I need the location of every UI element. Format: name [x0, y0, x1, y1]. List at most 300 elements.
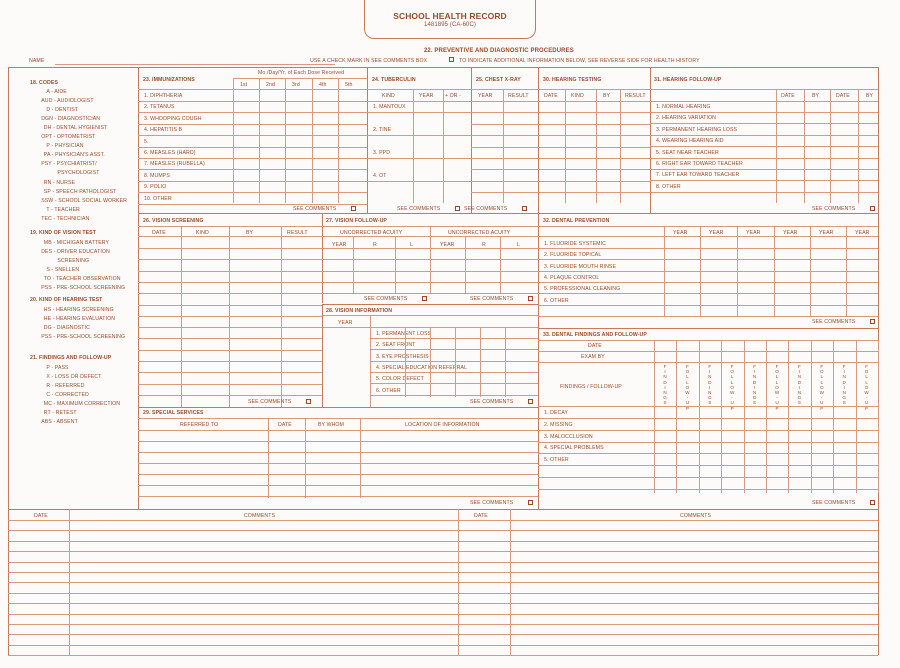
row-line	[138, 259, 322, 260]
row-line	[538, 112, 650, 113]
row-line	[650, 192, 878, 193]
row-line	[138, 361, 322, 362]
row-line	[538, 181, 650, 182]
row-line	[538, 169, 650, 170]
col-line	[788, 340, 789, 493]
vision-info-4: 5. COLOR DEFECT	[376, 376, 424, 383]
imm-header-bottom	[138, 89, 367, 90]
dose-header: Mo./Day/Yr. of Each Dose Received	[258, 70, 345, 76]
code-3: DGN - DIAGNOSTICIAN	[41, 116, 101, 123]
row-line	[138, 430, 538, 431]
vf-uncorrected-1: UNCORRECTED ACUITY	[340, 230, 403, 236]
row-line	[538, 362, 878, 363]
row-line	[471, 192, 538, 193]
codes-title: 18. CODES	[30, 80, 59, 86]
row-line	[138, 181, 367, 182]
tb-col-2: + OR -	[445, 93, 462, 99]
header-tab	[364, 0, 536, 39]
row-line	[370, 361, 538, 362]
comments-date-1: DATE	[34, 513, 48, 519]
vf-see-comments-2-label: SEE COMMENTS	[470, 296, 514, 302]
section-22-title: 22. PREVENTIVE AND DIAGNOSTIC PROCEDURES	[424, 48, 574, 54]
df-col-7: F O L L O W - U P	[819, 364, 824, 411]
tb-col-0: KIND	[382, 93, 395, 99]
row-line	[538, 293, 878, 294]
row-line	[370, 349, 538, 350]
code-0: A - AIDE	[46, 89, 67, 95]
hearing-followup-1: 2. HEARING VARIATION	[656, 115, 717, 122]
vi-see-comments-label: SEE COMMENTS	[470, 399, 514, 405]
finding-4: MC - MAXIMUM CORRECTION	[43, 401, 121, 408]
code-6: P - PHYSICIAN	[46, 143, 84, 150]
dental-finding-0: 1. DECAY	[544, 410, 569, 416]
vf-see-comments-2-checkbox[interactable]	[528, 296, 533, 301]
finding-3: C - CORRECTED	[46, 392, 89, 399]
col-line	[856, 340, 857, 493]
ht-col-0: DATE	[544, 93, 558, 99]
row-line	[8, 614, 878, 615]
imm-see-comments-checkbox[interactable]	[351, 206, 356, 211]
chest-col-0: YEAR	[478, 93, 493, 99]
ss-col-1: DATE	[278, 422, 292, 428]
row-line	[538, 430, 878, 431]
row-line	[8, 572, 878, 573]
col-line	[229, 226, 230, 407]
col-line	[443, 89, 444, 203]
immunization-0: 1. DIPHTHERIA	[144, 93, 183, 99]
row-line	[138, 496, 538, 497]
df-col-3: F O L L O W - U P	[730, 364, 735, 411]
row-line	[367, 158, 471, 159]
hearing-followup-7: 8. OTHER	[656, 183, 681, 190]
dose-col-1: 2nd	[266, 82, 275, 88]
row-line	[538, 147, 650, 148]
row-line	[538, 158, 650, 159]
row-line	[650, 112, 878, 113]
hearing-kind-title: 20. KIND OF HEARING TEST	[30, 297, 103, 303]
dp-year-4: YEAR	[819, 230, 834, 236]
div-26-28	[322, 304, 323, 407]
row-line	[650, 89, 878, 90]
col-line	[455, 327, 456, 397]
row-line	[138, 204, 367, 205]
findings-title: 21. FINDINGS AND FOLLOW-UP	[30, 355, 112, 361]
name-line	[55, 64, 335, 65]
row-line	[538, 89, 650, 90]
code-7: PA - PHYSICIAN'S ASST.	[43, 152, 105, 159]
df-date: DATE	[588, 343, 602, 349]
row-line	[322, 282, 538, 283]
tb-col-1: YEAR	[419, 93, 434, 99]
hearing-kind-1: HE - HEARING EVALUATION	[43, 316, 116, 323]
row-line	[538, 248, 878, 249]
immunizations-title: 23. IMMUNIZATIONS	[143, 77, 195, 83]
vision-kind-0: MB - MICHIGAN BATTERY	[43, 240, 110, 246]
df-col-4: F I N D I N G S	[752, 364, 757, 406]
row-line	[471, 135, 538, 136]
row-line	[322, 236, 538, 237]
hearing-followup-5: 6. RIGHT EAR TOWARD TEACHER	[656, 161, 743, 167]
row-line	[8, 551, 878, 552]
row3-top	[138, 407, 538, 408]
vision-kind-1: DES - DRIVER EDUCATION	[41, 249, 110, 256]
comments-label-1: COMMENTS	[244, 513, 276, 519]
row-line	[138, 452, 538, 453]
dental-finding-4: 5. OTHER	[544, 457, 569, 464]
row-line	[8, 655, 878, 656]
vf-uncorrected-2: UNCORRECTED ACUITY	[448, 230, 511, 236]
df-exam-by: EXAM BY	[581, 354, 605, 360]
dp-year-3: YEAR	[783, 230, 798, 236]
vision-info-5: 6. OTHER	[376, 387, 401, 394]
col-line	[654, 340, 655, 493]
row-line	[538, 101, 650, 102]
row-line	[538, 236, 878, 237]
code-8: PSY - PSYCHIATRIST/	[41, 161, 97, 168]
left-rule	[8, 67, 9, 655]
row-line	[471, 147, 538, 148]
row-line	[138, 474, 538, 475]
col-line	[500, 236, 501, 293]
row2-mid-bottom	[322, 304, 538, 305]
row-line	[367, 181, 471, 182]
instruction-checkbox	[449, 57, 454, 62]
hearing-kind-3: PSS - PRE-SCHOOL SCREENING	[41, 334, 126, 341]
col-line	[878, 340, 879, 493]
row-line	[138, 135, 367, 136]
df-col-9: F O L L O W - U P	[864, 364, 869, 411]
row-line	[138, 441, 538, 442]
row-line	[8, 541, 878, 542]
hf-col-2: DATE	[836, 93, 850, 99]
vision-followup-title: 27. VISION FOLLOW-UP	[326, 218, 387, 224]
row-line	[471, 158, 538, 159]
chest-title: 25. CHEST X-RAY	[476, 77, 521, 83]
row-line	[538, 465, 878, 466]
row-line	[8, 520, 878, 521]
row-line	[471, 124, 538, 125]
vision-screening-title: 26. VISION SCREENING	[143, 218, 204, 224]
row-line	[138, 327, 322, 328]
imm-see-comments-label: SEE COMMENTS	[293, 206, 337, 212]
code-11: SP - SPEECH PATHOLOGIST	[43, 188, 117, 195]
row-line	[322, 259, 538, 260]
row-line	[138, 372, 322, 373]
immunization-7: 8. MUMPS	[144, 172, 170, 179]
vf-col-3: YEAR	[440, 242, 455, 248]
hearing-followup-4: 5. SEAT NEAR TEACHER	[656, 149, 719, 156]
row-line	[538, 192, 650, 193]
vision-kind-4: TO - TEACHER OBSERVATION	[43, 276, 121, 283]
chest-see-comments-checkbox[interactable]	[522, 206, 527, 211]
dental-finding-3: 4. SPECIAL PROBLEMS	[544, 445, 604, 452]
dose-col-line	[338, 78, 339, 203]
row-line	[538, 477, 878, 478]
col-line	[833, 340, 834, 493]
row-line	[538, 226, 878, 227]
vf-see-comments-1-checkbox[interactable]	[422, 296, 427, 301]
immunization-2: 3. WHOOPING COUGH	[144, 115, 202, 122]
vf-col-5: L	[517, 242, 520, 248]
row-line	[138, 463, 538, 464]
hearing-followup-6: 7. LEFT EAR TOWARD TEACHER	[656, 172, 740, 179]
row-line	[471, 101, 538, 102]
ss-see-comments-checkbox[interactable]	[528, 500, 533, 505]
row-line	[8, 634, 878, 635]
df-col-1: F O L L O W - U P	[685, 364, 690, 411]
tuberculin-1: 2. TINE	[373, 127, 392, 133]
row-line	[650, 146, 878, 147]
row-line	[538, 351, 878, 352]
row-line	[8, 530, 878, 531]
ht-col-3: RESULT	[625, 93, 646, 99]
row-line	[538, 271, 878, 272]
col-line	[281, 226, 282, 407]
col-line	[811, 340, 812, 493]
df-col-5: F O L L O W - U P	[774, 364, 780, 411]
ss-see-comments-label: SEE COMMENTS	[470, 500, 514, 506]
col-line	[353, 236, 354, 293]
row-line	[8, 593, 878, 594]
dp-year-0: YEAR	[673, 230, 688, 236]
dental-prevention-bottom	[538, 328, 878, 329]
row-line	[138, 101, 367, 102]
row-line	[367, 101, 471, 102]
dose-col-4: 5th	[345, 82, 353, 88]
col-line	[766, 340, 767, 493]
vf-see-comments-1-label: SEE COMMENTS	[364, 296, 408, 302]
row-line	[138, 305, 322, 306]
immunization-9: 10. OTHER	[144, 195, 172, 202]
row-line	[138, 384, 322, 385]
col-line	[505, 327, 506, 397]
row-line	[138, 338, 322, 339]
df-see-comments-label: SEE COMMENTS	[812, 500, 856, 506]
df-findings-label: FINDINGS / FOLLOW-UP	[560, 384, 622, 390]
row-line	[367, 112, 471, 113]
row-line	[370, 383, 538, 384]
row-line	[538, 442, 878, 443]
vs-col-0: DATE	[152, 230, 166, 236]
row-line	[138, 418, 538, 419]
code-5: OPT - OPTOMETRIST	[41, 134, 96, 141]
col-line	[465, 236, 466, 293]
vs-col-2: BY	[246, 230, 254, 236]
col-line	[395, 236, 396, 293]
vs-see-comments-label: SEE COMMENTS	[248, 399, 292, 405]
dental-findings-title: 33. DENTAL FINDINGS AND FOLLOW-UP	[543, 332, 647, 338]
vision-info-2: 3. EYE PROSTHESIS	[376, 353, 429, 360]
row-line	[538, 340, 878, 341]
row-line	[8, 562, 878, 563]
codes-divider	[138, 67, 139, 509]
row-line	[471, 181, 538, 182]
chest-col-1: RESULT	[508, 93, 529, 99]
tb-see-comments-label: SEE COMMENTS	[397, 206, 441, 212]
vi-year: YEAR	[338, 320, 353, 326]
row-line	[322, 293, 538, 294]
hf-see-comments-checkbox[interactable]	[870, 206, 875, 211]
row-line	[538, 282, 878, 283]
col-line	[480, 327, 481, 397]
vf-col-1: R	[373, 242, 377, 248]
tuberculin-3: 4. OT	[373, 173, 387, 179]
dose-col-3: 4th	[319, 82, 327, 88]
chest-see-comments-label: SEE COMMENTS	[464, 206, 508, 212]
col-line	[181, 226, 182, 407]
tb-see-comments-checkbox[interactable]	[455, 206, 460, 211]
df-col-8: F I N D I N G S	[842, 364, 846, 406]
dose-col-0: 1st	[240, 82, 248, 88]
row-line	[8, 582, 878, 583]
finding-0: P - PASS	[46, 365, 69, 371]
vf-col-0: YEAR	[332, 242, 347, 248]
row-line	[650, 135, 878, 136]
vi-see-comments-checkbox[interactable]	[528, 399, 533, 404]
vision-kind-title: 19. KIND OF VISION TEST	[30, 230, 97, 236]
row-line	[138, 124, 367, 125]
row-line	[471, 112, 538, 113]
hf-see-comments-label: SEE COMMENTS	[812, 206, 856, 212]
row-line	[370, 338, 538, 339]
df-see-comments-checkbox[interactable]	[870, 500, 875, 505]
row-line	[138, 158, 367, 159]
code-13: T - TEACHER	[46, 206, 80, 213]
tuberculin-title: 24. TUBERCULIN	[372, 77, 416, 83]
row-line	[8, 645, 878, 646]
row-line	[538, 124, 650, 125]
immunization-8: 9. POLIO	[144, 184, 167, 191]
dp-see-comments-checkbox[interactable]	[870, 319, 875, 324]
row-line	[370, 395, 538, 396]
dose-col-line	[259, 78, 260, 203]
dp-year-2: YEAR	[746, 230, 761, 236]
finding-6: ABS - ABSENT	[41, 419, 78, 426]
code-12: SSW - SCHOOL SOCIAL WORKER	[41, 197, 127, 204]
ss-col-3: LOCATION OF INFORMATION	[405, 422, 480, 428]
col-line	[430, 327, 431, 397]
vf-col-4: R	[482, 242, 486, 248]
finding-2: R - REFERRED	[46, 383, 85, 390]
col-line	[676, 340, 677, 493]
row-line	[138, 293, 322, 294]
form-title: SCHOOL HEALTH RECORD	[393, 11, 507, 21]
comments-label-2: COMMENTS	[680, 513, 712, 519]
code-4: DH - DENTAL HYGIENIST	[43, 125, 108, 132]
vision-kind-3: S - SNELLEN	[46, 267, 80, 274]
vision-kind-5: PSS - PRE-SCHOOL SCREENING	[41, 285, 126, 292]
vs-see-comments-checkbox[interactable]	[306, 399, 311, 404]
name-label: NAME	[29, 58, 45, 64]
row-line	[138, 236, 322, 237]
dental-prevention-5: 6. OTHER	[544, 297, 569, 304]
row-line	[8, 603, 878, 604]
dental-prevention-2: 3. FLUORIDE MOUTH RINSE	[544, 263, 617, 270]
row-line	[138, 226, 322, 227]
vision-info-title: 28. VISION INFORMATION	[326, 308, 393, 314]
row-line	[471, 89, 538, 90]
finding-1: X - LOSS OR DEFECT	[46, 374, 102, 381]
row-line	[138, 169, 367, 170]
vision-info-3: 4. SPECIAL EDUCATION REFERRAL	[376, 364, 468, 371]
row-line	[538, 135, 650, 136]
dose-col-line	[312, 78, 313, 203]
col-line	[721, 340, 722, 493]
row-line	[138, 282, 322, 283]
col-line	[744, 340, 745, 493]
hearing-followup-0: 1. NORMAL HEARING	[656, 104, 711, 110]
dp-year-1: YEAR	[709, 230, 724, 236]
row-line	[538, 418, 878, 419]
col-line	[405, 327, 406, 397]
row-line	[367, 89, 471, 90]
form-number: 1481895 (CA-60C)	[424, 22, 476, 28]
code-1: AUD - AUDIOLOGIST	[41, 98, 94, 105]
dental-prevention-1: 2. FLUORIDE TOPICAL	[544, 252, 602, 259]
row-line	[370, 372, 538, 373]
vs-col-1: KIND	[196, 230, 209, 236]
vs-col-3: RESULT	[287, 230, 308, 236]
row-line	[138, 248, 322, 249]
row-line	[138, 485, 538, 486]
row-line	[138, 316, 322, 317]
df-col-6: F I N D I N G S	[797, 364, 802, 406]
dose-col-line	[285, 78, 286, 203]
dose-col-2: 3rd	[292, 82, 300, 88]
row-line	[471, 169, 538, 170]
col-line	[699, 340, 700, 493]
row1-bottom	[138, 213, 878, 214]
row-line	[538, 489, 878, 490]
ht-col-1: KIND	[571, 93, 584, 99]
vision-info-0: 1. PERMANENT LOSS	[376, 331, 432, 337]
hearing-followup-2: 3. PERMANENT HEARING LOSS	[656, 126, 738, 133]
row-line	[650, 123, 878, 124]
hearing-followup-3: 4. WEARING HEARING AID	[656, 138, 724, 145]
row-line	[138, 147, 367, 148]
immunization-6: 7. MEASLES (RUBELLA)	[144, 161, 205, 168]
dental-prevention-title: 32. DENTAL PREVENTION	[543, 218, 610, 224]
code-10: RN - NURSE	[43, 179, 76, 186]
special-services-title: 29. SPECIAL SERVICES	[143, 410, 204, 416]
row-line	[322, 315, 538, 316]
immunization-3: 4. HEPATITIS B	[144, 127, 183, 134]
instruction-1: USE A CHECK MARK IN SEE COMMENTS BOX	[310, 58, 428, 64]
row-line	[538, 453, 878, 454]
finding-5: RT - RETEST	[43, 410, 77, 417]
comments-date-2: DATE	[474, 513, 488, 519]
code-9: PSYCHOLOGIST	[57, 170, 100, 177]
instruction-2: TO INDICATE ADDITIONAL INFORMATION BELOW, SEE REVERSE SIDE FOR HEALTH HISTORY	[459, 58, 700, 64]
tuberculin-0: 1. MANTOUX	[373, 104, 406, 110]
hf-col-3: BY	[866, 93, 874, 99]
dental-prevention-3: 4. PLAQUE CONTROL	[544, 274, 600, 281]
row-line	[322, 271, 538, 272]
vision-kind-2: SCREENING	[57, 258, 90, 265]
row-line	[538, 305, 878, 306]
row-line	[650, 101, 878, 102]
immunization-5: 6. MEASLES (HARD)	[144, 150, 196, 156]
hearing-testing-title: 30. HEARING TESTING	[543, 77, 602, 83]
dental-finding-1: 2. MISSING	[544, 421, 573, 428]
hearing-kind-2: DG - DIAGNOSTIC	[43, 325, 90, 332]
vision-info-1: 2. SEAT FRONT	[376, 342, 416, 349]
immunization-1: 2. TETANUS	[144, 104, 175, 111]
dp-see-comments-label: SEE COMMENTS	[812, 319, 856, 325]
row-line	[650, 158, 878, 159]
ss-col-2: BY WHOM	[318, 422, 344, 428]
row-line	[538, 316, 878, 317]
